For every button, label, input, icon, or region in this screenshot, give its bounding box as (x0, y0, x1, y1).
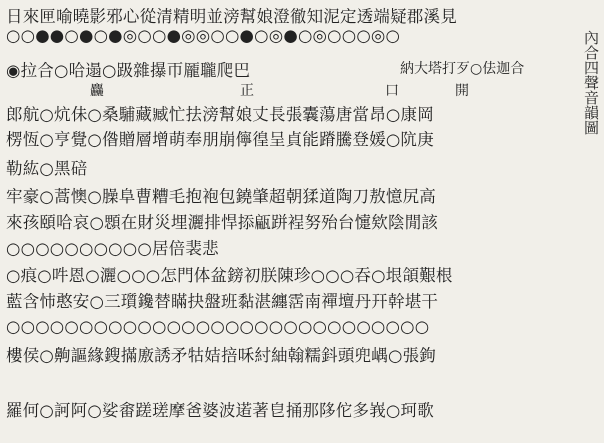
note-c: 口 (385, 83, 399, 99)
row-2: 郎航○炕佅○桑䮒藏臧忙抾滂幫娘丈長張囊蕩唐當昂○康岡 (6, 104, 434, 124)
row-12: 羅何○訶阿○娑畬蹉瑳摩爸婆波逽著皀捅那陊佗多峩○珂歌 (6, 400, 434, 420)
note-d: 開 (455, 83, 469, 99)
row-3: 楞恆○亨覺○偺贈層增萌奉朋崩儜徨呈貞能蹐騰登媛○阬庚 (6, 129, 434, 149)
row-6: 來孩頤哈哀○顋在財災埋灑排悍掭甂跰裎努殆台懥欸陰閒該 (6, 212, 439, 232)
row-4: 勒紘○黑碚 (6, 158, 88, 178)
side-title: 內合四聲音韻圖 (582, 30, 600, 135)
row-1-tail: 納大塔打歹○佉迦合 (400, 61, 525, 77)
header-row: 日來匣喻曉影邪心從清精明並滂幫娘澄徹知泥定透端疑郡溪見 (6, 6, 457, 26)
row-9: 藍含㤄憨安○三瓆鑱替瞞抉盤班黏湛纏霑南禪壇丹幵幹堪干 (6, 291, 439, 311)
note-b: 正 (240, 83, 254, 99)
row-7: ○○○○○○○○○○居倍裴悲 (6, 238, 219, 258)
row-10: ○○○○○○○○○○○○○○○○○○○○○○○○○○○○○ (6, 317, 430, 336)
note-a: 麤 (90, 83, 104, 99)
row-1: ◉拉合○哈遢○趿雜㩧帀龎䏊爬巴 (6, 60, 251, 80)
row-5: 牢豪○蒿懊○臊阜曹糟毛抱袍包鐃肇超朝猱道陶刀敖憶尻高 (6, 186, 436, 206)
row-8: ○痕○吽恩○灑○○○怎門体盆鎊初朕陳珍○○○吞○垠頜艱根 (6, 265, 453, 285)
row-11: 樓侯○齁謳緣鎪㨺廒誘矛牯姞掊咊紂紬翰糯鈄頭兜嵎○張鉤 (6, 345, 436, 365)
symbol-row: ○○●●○●○●◎○○●◎◎○○●○◎●○◎○○○◎○ (6, 26, 401, 45)
